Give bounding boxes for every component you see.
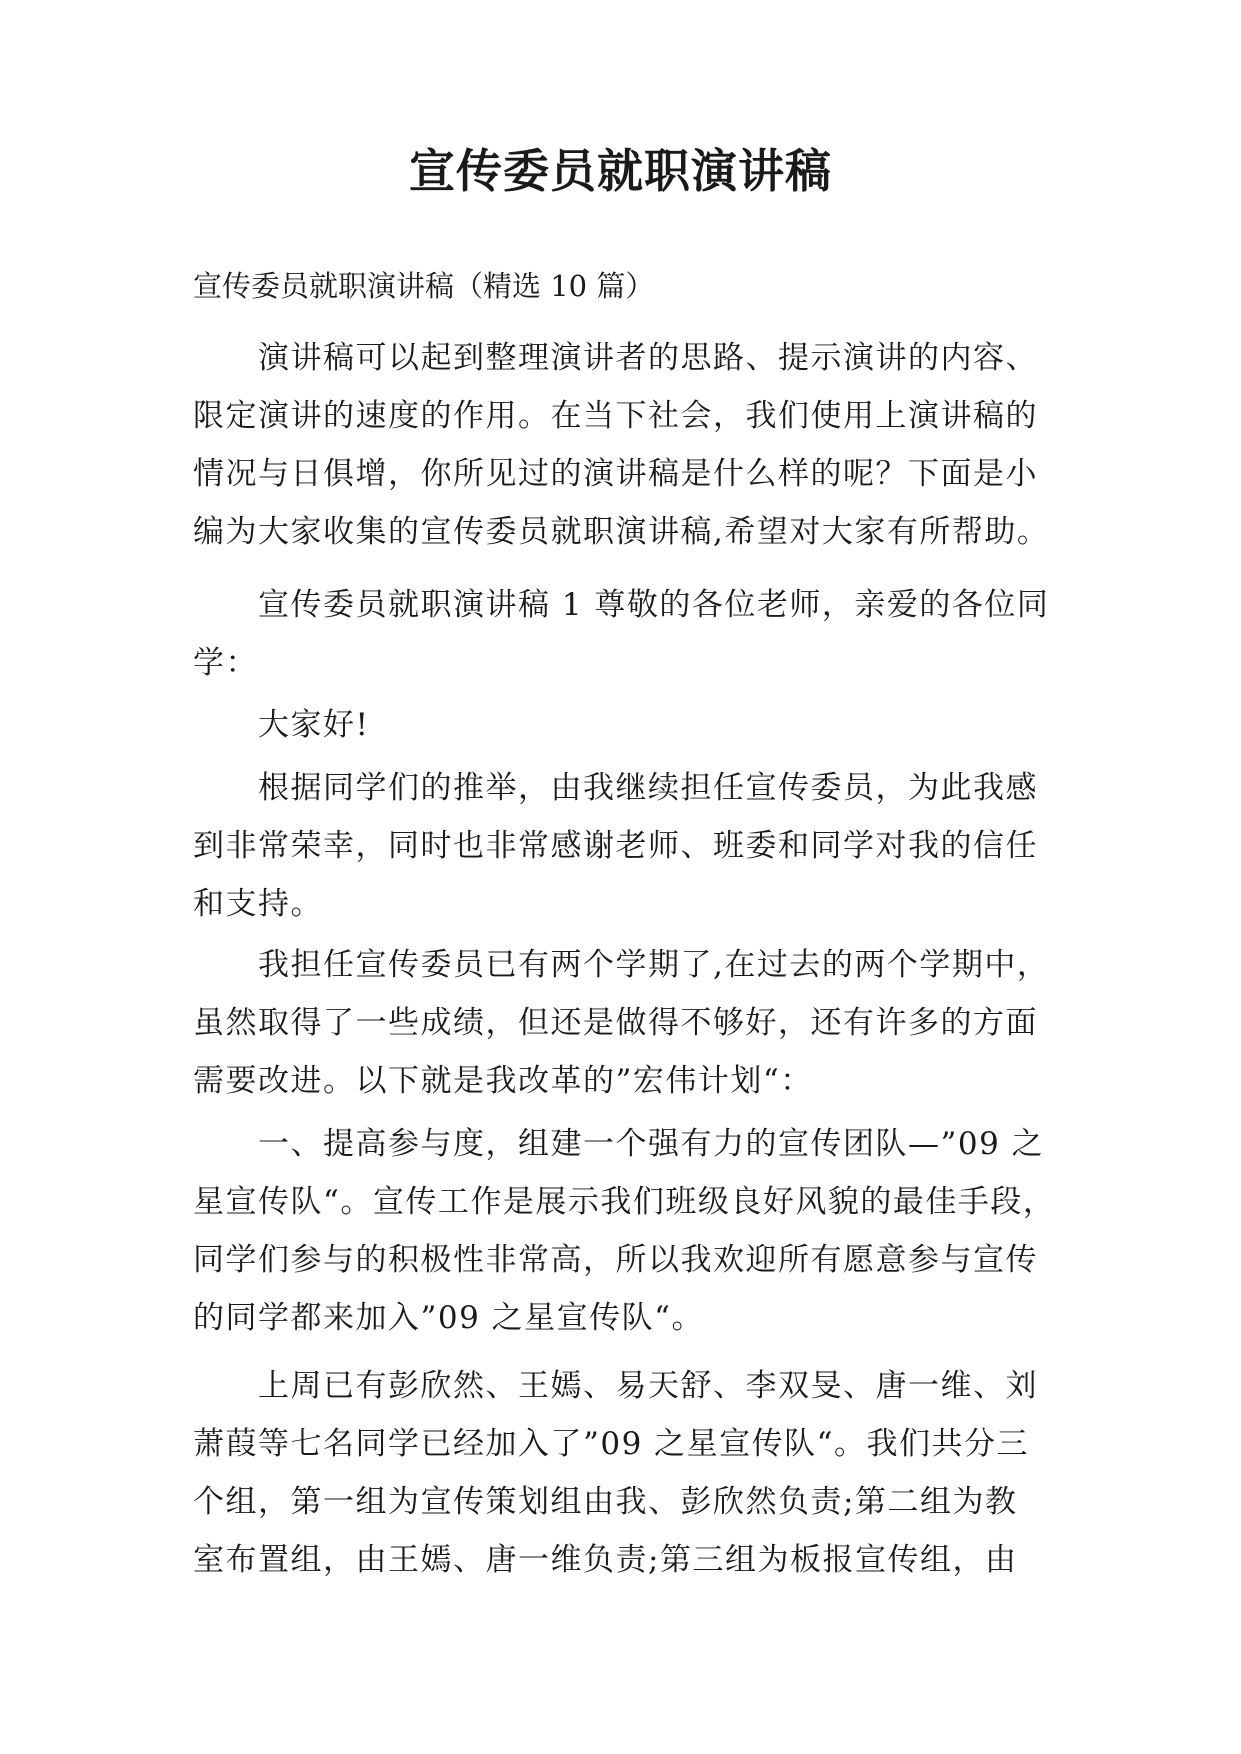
body-line: 学：	[193, 645, 258, 681]
body-line: 同学们参与的积极性非常高，所以我欢迎所有愿意参与宣传	[193, 1242, 1038, 1278]
body-line: 我担任宣传委员已有两个学期了,在过去的两个学期中，	[258, 947, 1050, 983]
body-line: 上周已有彭欣然、王嫣、易天舒、李双旻、唐一维、刘	[258, 1368, 1038, 1404]
body-line: 根据同学们的推举，由我继续担任宣传委员，为此我感	[258, 770, 1038, 806]
body-line: 萧葭等七名同学已经加入了”09 之星宣传队“。我们共分三	[193, 1426, 1029, 1462]
body-line: 和支持。	[193, 886, 323, 922]
body-line: 情况与日俱增，你所见过的演讲稿是什么样的呢？下面是小	[193, 456, 1038, 492]
body-line: 限定演讲的速度的作用。在当下社会，我们使用上演讲稿的	[193, 398, 1038, 434]
body-line: 虽然取得了一些成绩，但还是做得不够好，还有许多的方面	[193, 1005, 1038, 1041]
body-line: 编为大家收集的宣传委员就职演讲稿,希望对大家有所帮助。	[193, 514, 1050, 550]
document-title: 宣传委员就职演讲稿	[409, 144, 832, 198]
body-line: 个组，第一组为宣传策划组由我、彭欣然负责;第二组为教	[193, 1484, 1018, 1520]
body-line: 演讲稿可以起到整理演讲者的思路、提示演讲的内容、	[258, 340, 1038, 376]
body-line: 到非常荣幸，同时也非常感谢老师、班委和同学对我的信任	[193, 828, 1038, 864]
body-line: 宣传委员就职演讲稿 1 尊敬的各位老师，亲爱的各位同	[258, 587, 1050, 623]
body-line: 需要改进。以下就是我改革的”宏伟计划“：	[193, 1063, 813, 1099]
body-line: 室布置组，由王嫣、唐一维负责;第三组为板报宣传组，由	[193, 1542, 1018, 1578]
body-line: 大家好!	[258, 707, 370, 743]
document-subtitle: 宣传委员就职演讲稿（精选 10 篇）	[193, 269, 655, 303]
body-line: 星宣传队“。宣传工作是展示我们班级良好风貌的最佳手段，	[193, 1184, 1056, 1220]
body-line: 一、提高参与度，组建一个强有力的宣传团队—”09 之	[258, 1126, 1045, 1162]
body-line: 的同学都来加入”09 之星宣传队“。	[193, 1300, 704, 1336]
